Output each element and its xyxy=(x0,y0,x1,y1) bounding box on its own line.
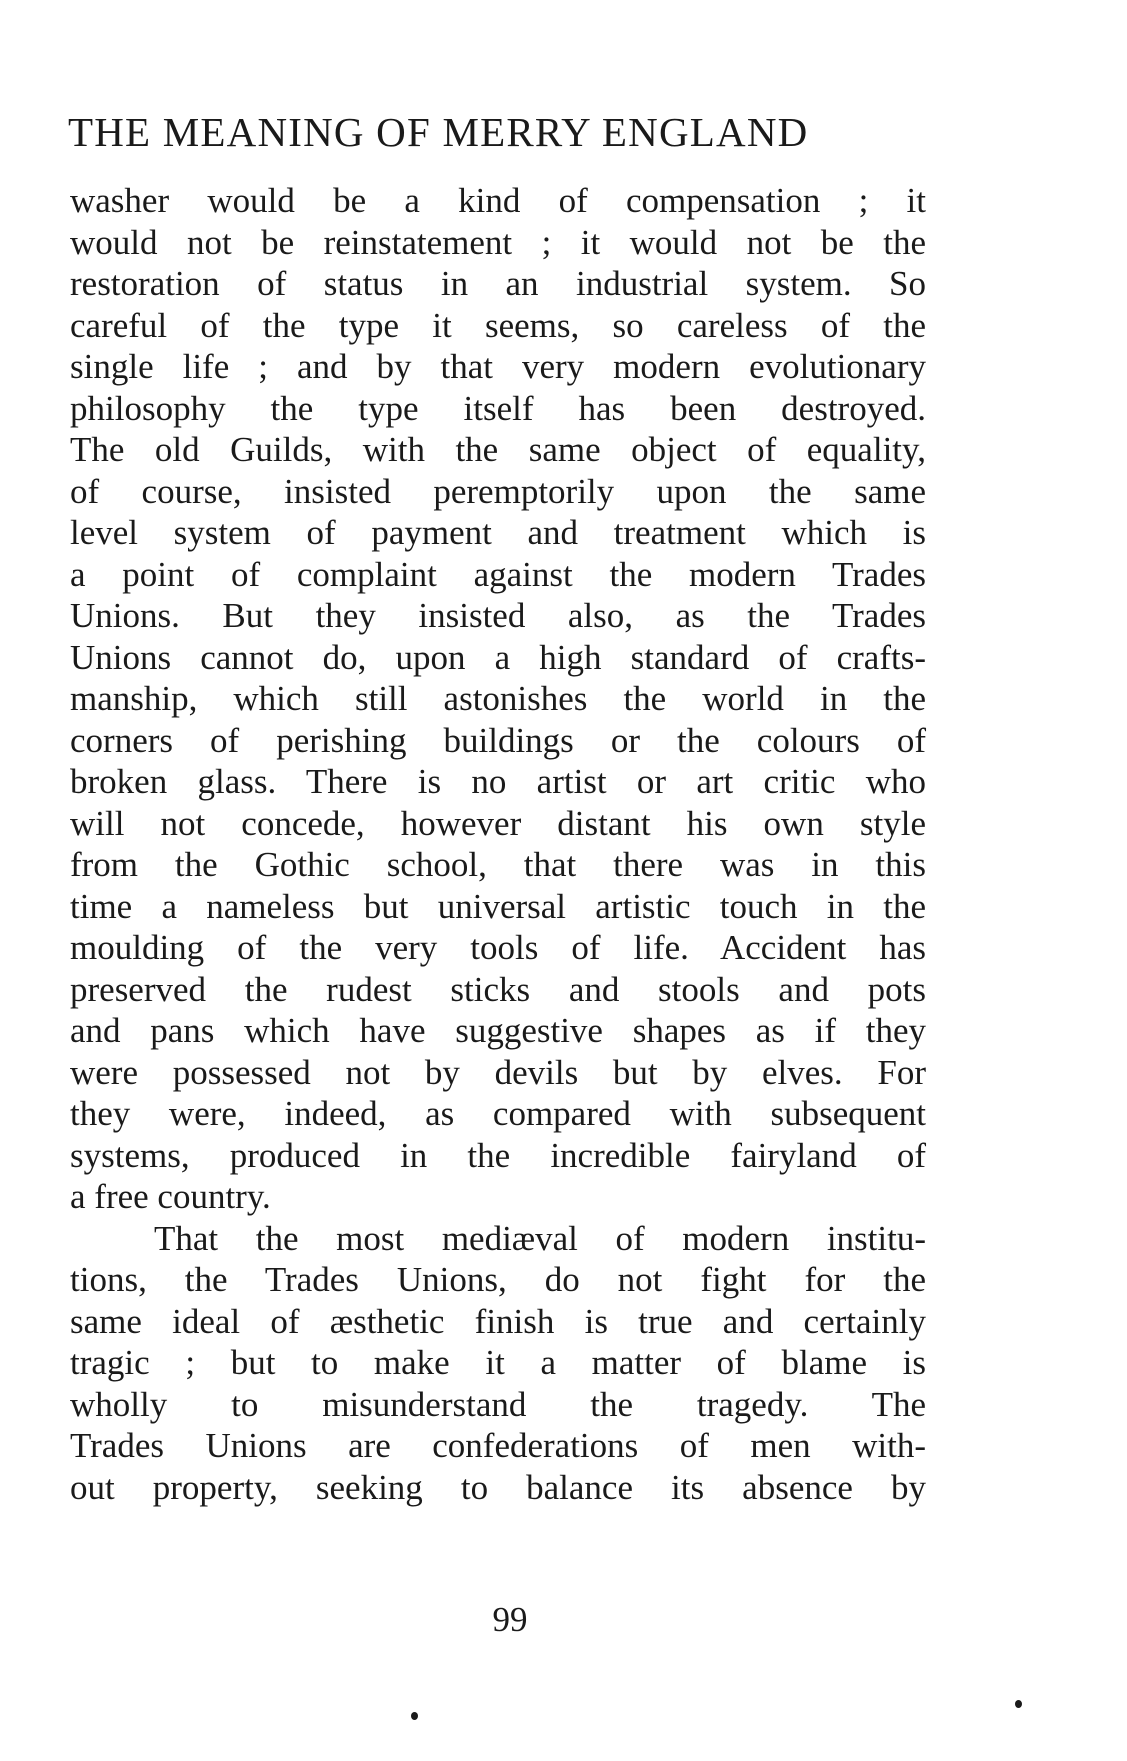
text-line: manship, which still astonishes the world in the xyxy=(70,679,926,718)
text-line: and pans which have suggestive shapes as if they xyxy=(70,1011,926,1050)
text-line: wholly to misunderstand the tragedy. The xyxy=(70,1384,926,1424)
text-line: corners of perishing buildings or the colours of xyxy=(70,720,926,760)
text-line: single life ; and by that very modern evolutionary xyxy=(70,347,926,386)
ink-speck xyxy=(1015,1700,1022,1708)
page-number: 99 xyxy=(492,1600,528,1639)
text-line: careful of the type it seems, so careless of the xyxy=(70,305,926,345)
text-line: Trades Unions are confederations of men with- xyxy=(70,1426,926,1465)
text-line: were possessed not by devils but by elves. For xyxy=(70,1052,926,1092)
text-line: broken glass. There is no artist or art critic who xyxy=(70,762,926,801)
text-line: systems, produced in the incredible fairyland of xyxy=(70,1135,926,1175)
text-line: That the most mediæval of modern institu- xyxy=(154,1218,926,1258)
text-line: Unions cannot do, upon a high standard of crafts- xyxy=(70,637,926,677)
text-line: Unions. But they insisted also, as the Trades xyxy=(70,596,926,635)
text-line: preserved the rudest sticks and stools and pots xyxy=(70,969,926,1009)
text-line: tions, the Trades Unions, do not fight for the xyxy=(70,1260,926,1299)
text-line: of course, insisted peremptorily upon the same xyxy=(70,471,926,511)
text-line: The old Guilds, with the same object of equality, xyxy=(70,430,926,469)
text-line: philosophy the type itself has been destroyed. xyxy=(70,388,926,428)
text-line: will not concede, however distant his own style xyxy=(70,803,926,843)
text-line: from the Gothic school, that there was in this xyxy=(70,845,926,884)
text-line: a free country. xyxy=(70,1177,271,1216)
text-line: same ideal of æsthetic finish is true and certainly xyxy=(70,1301,926,1341)
text-line: out property, seeking to balance its absence by xyxy=(70,1467,926,1507)
text-line: tragic ; but to make it a matter of blame is xyxy=(70,1343,926,1382)
text-line: restoration of status in an industrial system. So xyxy=(70,264,926,303)
text-line: moulding of the very tools of life. Accident has xyxy=(70,928,926,967)
text-line: level system of payment and treatment which is xyxy=(70,513,926,552)
text-line: a point of complaint against the modern Trades xyxy=(70,554,926,594)
running-head-title: THE MEANING OF MERRY ENGLAND xyxy=(68,109,809,155)
text-line: would not be reinstatement ; it would not be the xyxy=(70,222,926,262)
ink-speck xyxy=(411,1712,418,1720)
text-line: washer would be a kind of compensation ; it xyxy=(70,181,926,220)
body-text xyxy=(70,180,926,1508)
text-line: time a nameless but universal artistic touch in the xyxy=(70,886,926,926)
text-line: they were, indeed, as compared with subsequent xyxy=(70,1094,926,1133)
